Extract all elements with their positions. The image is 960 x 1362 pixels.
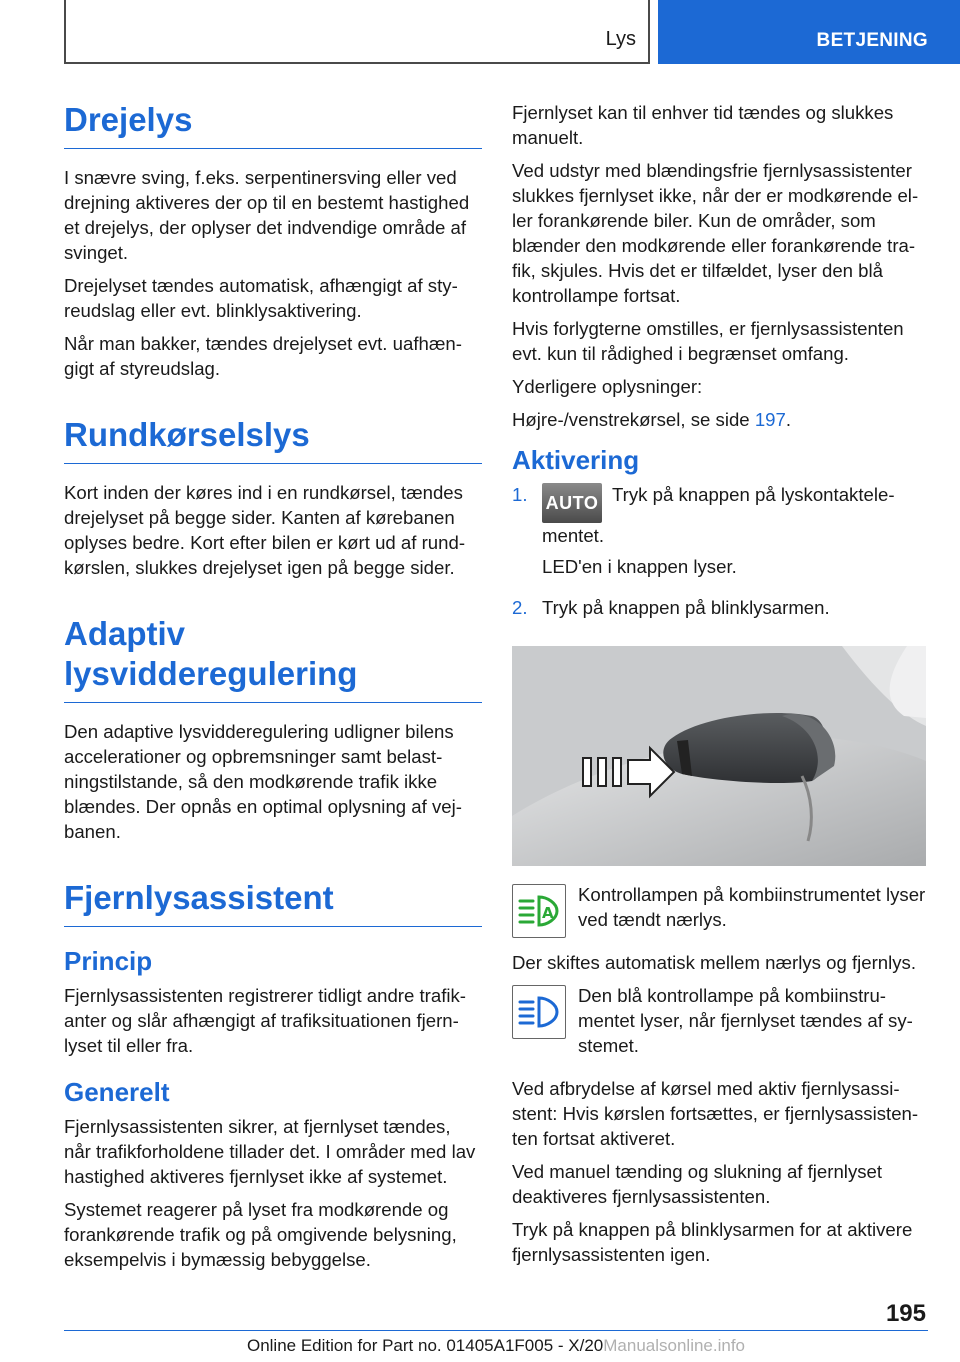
paragraph: Drejelyset tændes automatisk, afhængigt af styreudslag eller evt. blinklysaktivering. xyxy=(64,275,458,321)
paragraph: Ved udstyr med blændingsfrie fjernlysassistenter slukkes fjernlyset ikke, når der er modkørende eller forankørende biler. Kun de områder, som blænder den modkørende eller forankørende trafik, skjules. Hvis det er tilfældet, lyser den blå kontrollampe fortsat. xyxy=(512,160,919,306)
paragraph: Ved manuel tænding og slukning af fjernlyset deaktiveres fjernlysassistenten. xyxy=(512,1161,883,1207)
heading-adaptiv-lysvidderegulering: Adaptiv lysvidderegulering xyxy=(64,614,482,703)
paragraph: Hvis forlygterne omstilles, er fjernlysassistenten evt. kun til rådighed i begrænset omfang. xyxy=(512,318,904,364)
paragraph: Der skiftes automatisk mellem nærlys og fjernlys. xyxy=(512,952,917,973)
indicator-description: Den blå kontrollampe på kombiinstrumentet lyser, når fjernlyset tændes af systemet. xyxy=(578,985,913,1056)
indicator-description: Kontrollampen på kombiinstrumentet lyser ved tændt nærlys. xyxy=(578,884,926,930)
step-number: 1. xyxy=(512,484,528,505)
step-number: 2. xyxy=(512,597,528,618)
heading-rundkorselslys: Rundkørselslys xyxy=(64,415,482,464)
paragraph: Ved afbrydelse af kørsel med aktiv fjernlysassistent: Hvis kørslen fortsættes, er fjernlysassistenten fortsat aktiveret. xyxy=(512,1078,919,1149)
paragraph: Yderligere oplysninger: xyxy=(512,376,703,397)
right-column xyxy=(512,100,926,1275)
auto-button-icon: AUTO xyxy=(542,483,602,523)
chapter-label: BETJENING xyxy=(816,30,928,51)
indicator-low-beam-auto xyxy=(512,882,926,940)
paragraph: Den adaptive lysvidderegulering udligner bilens accelerationer og opbremsninger samt belastningstilstande, så den modkørende trafik ikke blændes. Der opnås en optimal oplysning af vejbanen. xyxy=(64,721,462,842)
paragraph: Fjernlysassistenten registrerer tidligt andre trafikanter og slår afhængigt af trafiksituationen fjernlyset til eller fra. xyxy=(64,985,466,1056)
paragraph: I snævre sving, f.eks. serpentinersving eller ved drejning aktiveres der op til en bestemt hastighed et drejelys, der oplyser det indvendige område af svinget. xyxy=(64,167,470,263)
high-beam-blue-icon xyxy=(512,985,566,1039)
turn-signal-lever-photo xyxy=(512,646,926,866)
indicator-high-beam xyxy=(512,983,926,1066)
lever-illustration-icon xyxy=(512,646,926,866)
section-title: Lys xyxy=(605,28,636,50)
paragraph: Fjernlysassistenten sikrer, at fjernlyset tændes, når trafikforholdene tillader det. I områder med lav hastighed aktiveres fjernlyset ikke af systemet. xyxy=(64,1116,476,1187)
svg-text:A: A xyxy=(542,904,554,922)
paragraph: Tryk på knappen på blinklysarmen for at aktivere fjernlysassistenten igen. xyxy=(512,1219,913,1265)
paragraph: Kort inden der køres ind i en rundkørsel, tændes drejelyset på begge sider. Kanten af kørebanen oplyses bedre. Kort efter bilen er kørt ud af rundkørslen, slukkes drejelyset igen på begge sider. xyxy=(64,482,466,578)
subheading-generelt: Generelt xyxy=(64,1077,170,1107)
chapter-tab xyxy=(658,0,960,64)
paragraph: Systemet reagerer på lyset fra modkørende og forankørende trafik og på omgivende belysning, eksempelvis i bymæssig bebyggelse. xyxy=(64,1199,457,1270)
step-2: 2. Tryk på knappen på blinklysarmen. xyxy=(512,595,926,628)
footer-divider xyxy=(64,1330,928,1331)
step-1: 1. AUTO Tryk på knappen på lyskontaktelementet. LED'en i knappen lyser. xyxy=(512,482,926,587)
left-column xyxy=(64,100,482,1280)
auto-high-beam-green-icon xyxy=(512,884,566,938)
heading-drejelys: Drejelys xyxy=(64,100,482,149)
watermark: Manualsonline.info xyxy=(603,1336,746,1355)
page-link-197[interactable]: 197 xyxy=(754,409,786,430)
step-note: LED'en i knappen lyser. xyxy=(542,556,737,577)
subheading-princip: Princip xyxy=(64,946,153,976)
paragraph: Fjernlyset kan til enhver tid tændes og slukkes manuelt. xyxy=(512,102,894,148)
heading-fjernlysassistent: Fjernlysassistent xyxy=(64,878,482,927)
paragraph-cross-reference: Højre-/venstrekørsel, se side 197. xyxy=(512,409,792,430)
page-number: 195 xyxy=(885,1300,926,1327)
subheading-aktivering: Aktivering xyxy=(512,445,640,475)
footer-edition: Online Edition for Part no. 01405A1F005 - X/20Manualsonline.info xyxy=(246,1336,746,1355)
paragraph: Når man bakker, tændes drejelyset evt. uafhængigt af styreudslag. xyxy=(64,333,462,379)
